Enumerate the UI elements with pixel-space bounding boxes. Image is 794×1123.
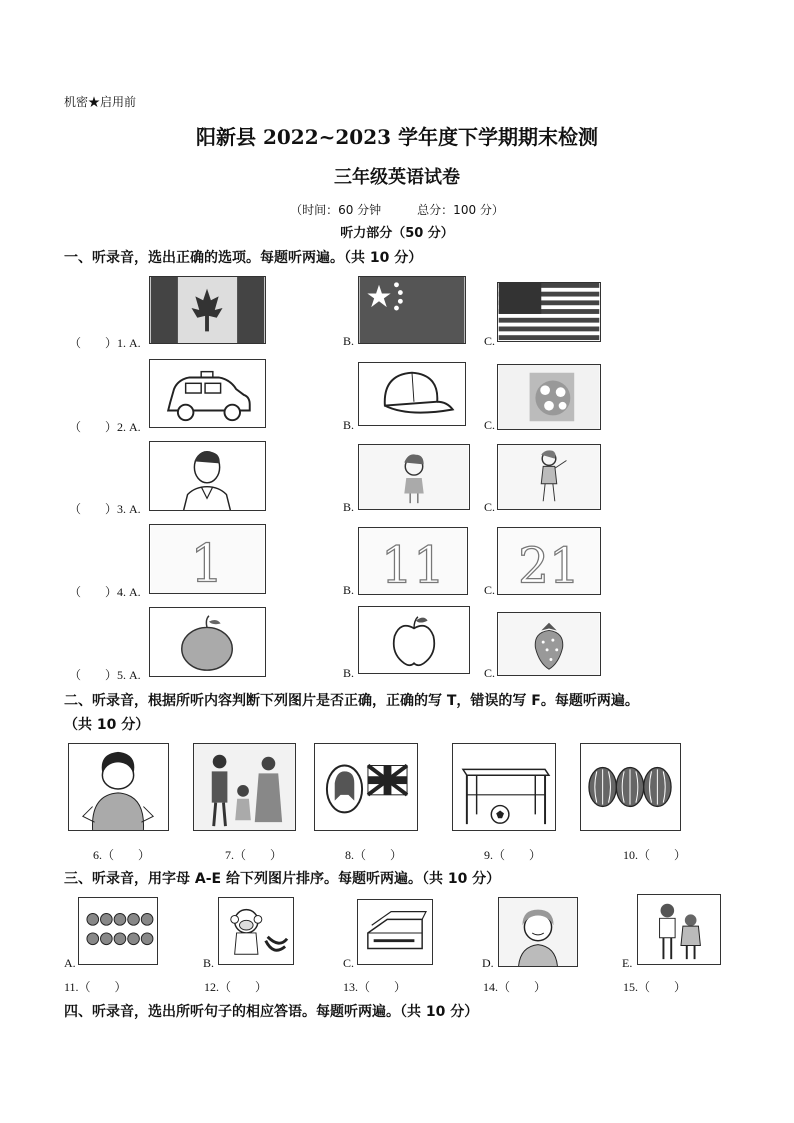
canada-flag-icon — [149, 276, 266, 344]
ball-icon — [497, 364, 601, 430]
family-icon — [193, 743, 296, 831]
svg-text:11: 11 — [380, 535, 446, 594]
option-b-label: B. — [203, 956, 215, 970]
orange-icon — [149, 607, 266, 677]
option-c-label: C. — [343, 956, 355, 970]
desk-and-ball-icon — [452, 743, 556, 831]
china-flag-icon — [358, 276, 466, 344]
number-21-icon — [497, 527, 601, 595]
section1-heading: 一、听录音，选出正确的选项。每题听两遍。（共 10 分） — [64, 250, 423, 266]
q1-option-b: B. — [343, 334, 355, 348]
answer-8[interactable]: 8.（ ） — [345, 848, 403, 862]
grandmother-icon — [498, 897, 578, 967]
q3-option-b: B. — [343, 500, 355, 514]
answer-9[interactable]: 9.（ ） — [484, 848, 542, 862]
monkey-bananas-icon — [218, 897, 294, 965]
answer-15[interactable]: 15.（ ） — [623, 980, 687, 994]
q1-number: （ ）1. A. — [69, 336, 141, 350]
answer-11[interactable]: 11.（ ） — [64, 980, 127, 994]
apple-icon — [358, 606, 470, 674]
q1-option-c: C. — [484, 334, 496, 348]
answer-7[interactable]: 7.（ ） — [225, 848, 283, 862]
q3-number: （ ）3. A. — [69, 502, 141, 516]
section2-heading-cont: （共 10 分） — [64, 717, 150, 733]
q5-option-b: B. — [343, 666, 355, 680]
svg-text:21: 21 — [518, 538, 580, 594]
portrait-and-uk-flag-icon — [314, 743, 418, 831]
answer-13[interactable]: 13.（ ） — [343, 980, 407, 994]
q4-option-c: C. — [484, 583, 496, 597]
page-subtitle: 三年级英语试卷 — [334, 167, 460, 188]
time-info: （时间：60 分钟 总分：100 分） — [290, 203, 504, 217]
strawberry-icon — [497, 612, 601, 676]
section3-heading: 三、听录音，用字母 A-E 给下列图片排序。每题听两遍。（共 10 分） — [64, 871, 501, 887]
man-icon — [149, 441, 266, 511]
fat-boy-icon — [68, 743, 169, 831]
boy-and-girl-icon — [637, 894, 721, 965]
q2-option-c: C. — [484, 418, 496, 432]
girl-icon — [358, 444, 470, 510]
page-title: 阳新县 2022~2023 学年度下学期期末检测 — [195, 125, 598, 149]
pencil-box-icon — [357, 899, 433, 965]
watermelons-icon — [580, 743, 681, 831]
part-title: 听力部分（50 分） — [340, 226, 454, 241]
q2-number: （ ）2. A. — [69, 420, 141, 434]
answer-10[interactable]: 10.（ ） — [623, 848, 687, 862]
section2-heading: 二、听录音，根据所听内容判断下列图片是否正确，正确的写 T，错误的写 F。每题听两遍。 — [64, 693, 639, 709]
car-icon — [149, 359, 266, 428]
number-11-icon — [358, 527, 468, 595]
q3-option-c: C. — [484, 500, 496, 514]
answer-14[interactable]: 14.（ ） — [483, 980, 547, 994]
number-1-icon — [149, 524, 266, 594]
answer-12[interactable]: 12.（ ） — [204, 980, 268, 994]
secret-label: 机密★启用前 — [64, 95, 137, 109]
answer-6[interactable]: 6.（ ） — [93, 848, 151, 862]
balls-icon — [78, 897, 158, 965]
svg-text:1: 1 — [190, 533, 224, 593]
q5-number: （ ）5. A. — [69, 668, 141, 682]
dancing-girl-icon — [497, 444, 601, 510]
usa-flag-icon — [497, 282, 601, 342]
q4-option-b: B. — [343, 583, 355, 597]
cap-icon — [358, 362, 466, 426]
option-e-label: E. — [622, 956, 633, 970]
option-d-label: D. — [482, 956, 494, 970]
q2-option-b: B. — [343, 418, 355, 432]
q5-option-c: C. — [484, 666, 496, 680]
section4-heading: 四、听录音，选出所听句子的相应答语。每题听两遍。（共 10 分） — [64, 1004, 479, 1020]
option-a-label: A. — [64, 956, 76, 970]
q4-number: （ ）4. A. — [69, 585, 141, 599]
